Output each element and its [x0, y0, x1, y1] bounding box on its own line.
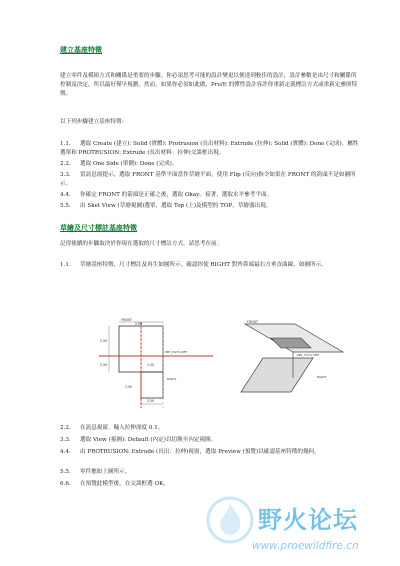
section2-intro: 記得後續的步驟取決於你現在選取的尺寸標註方式，請思考在前。: [60, 241, 223, 247]
label-right-3d: RIGHT: [317, 375, 327, 379]
sketch-dimension-figure: [95, 318, 215, 410]
step-item: 1.1. 選取 Create (建立): Solid (實體): Protrusion (長出材料): Extrude (拉伸): Solid (實體): Done (完成)。屬性選單和 PROTRUSION: Extrude (長出材料：拉伸)交談框出現。: [60, 141, 359, 156]
step-item: 4.4. 你確定 FRONT 的箭頭是正確之後，選取 Okay。接著，選取水平參考平面。: [60, 192, 273, 198]
watermark-logo-icon: [205, 495, 255, 545]
label-dim-left1: 2.50: [100, 339, 108, 343]
steps-lead: 以下列步驟建立基座特徵：: [60, 119, 128, 125]
sketch-lower-square: [141, 372, 163, 398]
step-item: 4.4. 由 PROTRUSION: Extrude (長出：拉伸)視窗，選取 Preview (預覽)以確認基座特徵的幾何。: [60, 449, 320, 455]
label-front-3d: FRONT: [247, 320, 258, 324]
step-item: 3.3. 當訊息窗提示，選取 FRONT 基準平面當作草繪平面。使用 Flip (反向)指令如果在 FRONT 的箭頭不是如圖所示。: [60, 172, 356, 187]
default-view-figure: [235, 318, 350, 400]
section-title-sketch: 草繪及尺寸標註基座特徵: [60, 223, 137, 232]
label-dim-mid: 2.50: [147, 363, 155, 367]
step-item: 5.5. 零件應如上圖所示。: [60, 469, 131, 475]
label-csys-3d: PRT_CSYS_DEF: [297, 353, 320, 357]
label-dim-left2: 2.50: [100, 363, 108, 367]
label-front: FRONT: [121, 318, 132, 322]
label-dim-bottom-right: 2.50: [147, 399, 155, 403]
label-csys: PRT_CSYS_DEF: [165, 350, 188, 354]
step-item: 1.1. 草繪基座特徵、尺寸標註及再生如圖所示。確認你使 RIGHT 對齊鼻端最右方垂直曲線，如圖所示。: [60, 262, 327, 268]
step-item: 2.2. 選取 One Side (單側): Done (完成)。: [60, 161, 178, 167]
watermark-brand: 野火论坛: [258, 506, 358, 534]
right-plane: [241, 358, 313, 392]
step-item: 6.6. 在預覽此模型後，在交談框選 OK。: [60, 481, 169, 487]
step-item: 2.2. 在訊息視窗，輸入拉伸深度 0.1。: [60, 425, 164, 431]
watermark-url: www.proewildfire.cn: [252, 540, 359, 552]
label-dim-top: 2.50: [135, 322, 143, 326]
step-item: 5.5. 由 Sket View (草繪視圖)選單，選取 Top (上)及模型的 TOP，草繪器出現。: [60, 203, 272, 209]
label-dim-bottom-left: 2.50: [125, 385, 133, 389]
section-title-base-feature: 建立基座特徵: [60, 45, 102, 54]
step-item: 3.3. 選取 View (視圖): Default (內定)以切換至內定視圖。: [60, 437, 217, 443]
label-right: RIGHT: [167, 377, 177, 381]
intro-paragraph: 建立零件及模組方式和關係是重要的步驟。你必須思考可能的設計變更以便達到較佳的設計，設計參數是由尺寸和關係所控制及決定，所以最好僅早規劃。然而，如果你必須如此做，Pro/E 的彈性設計容許你重新定義標註方式或重新定參照特徵。: [60, 73, 358, 97]
